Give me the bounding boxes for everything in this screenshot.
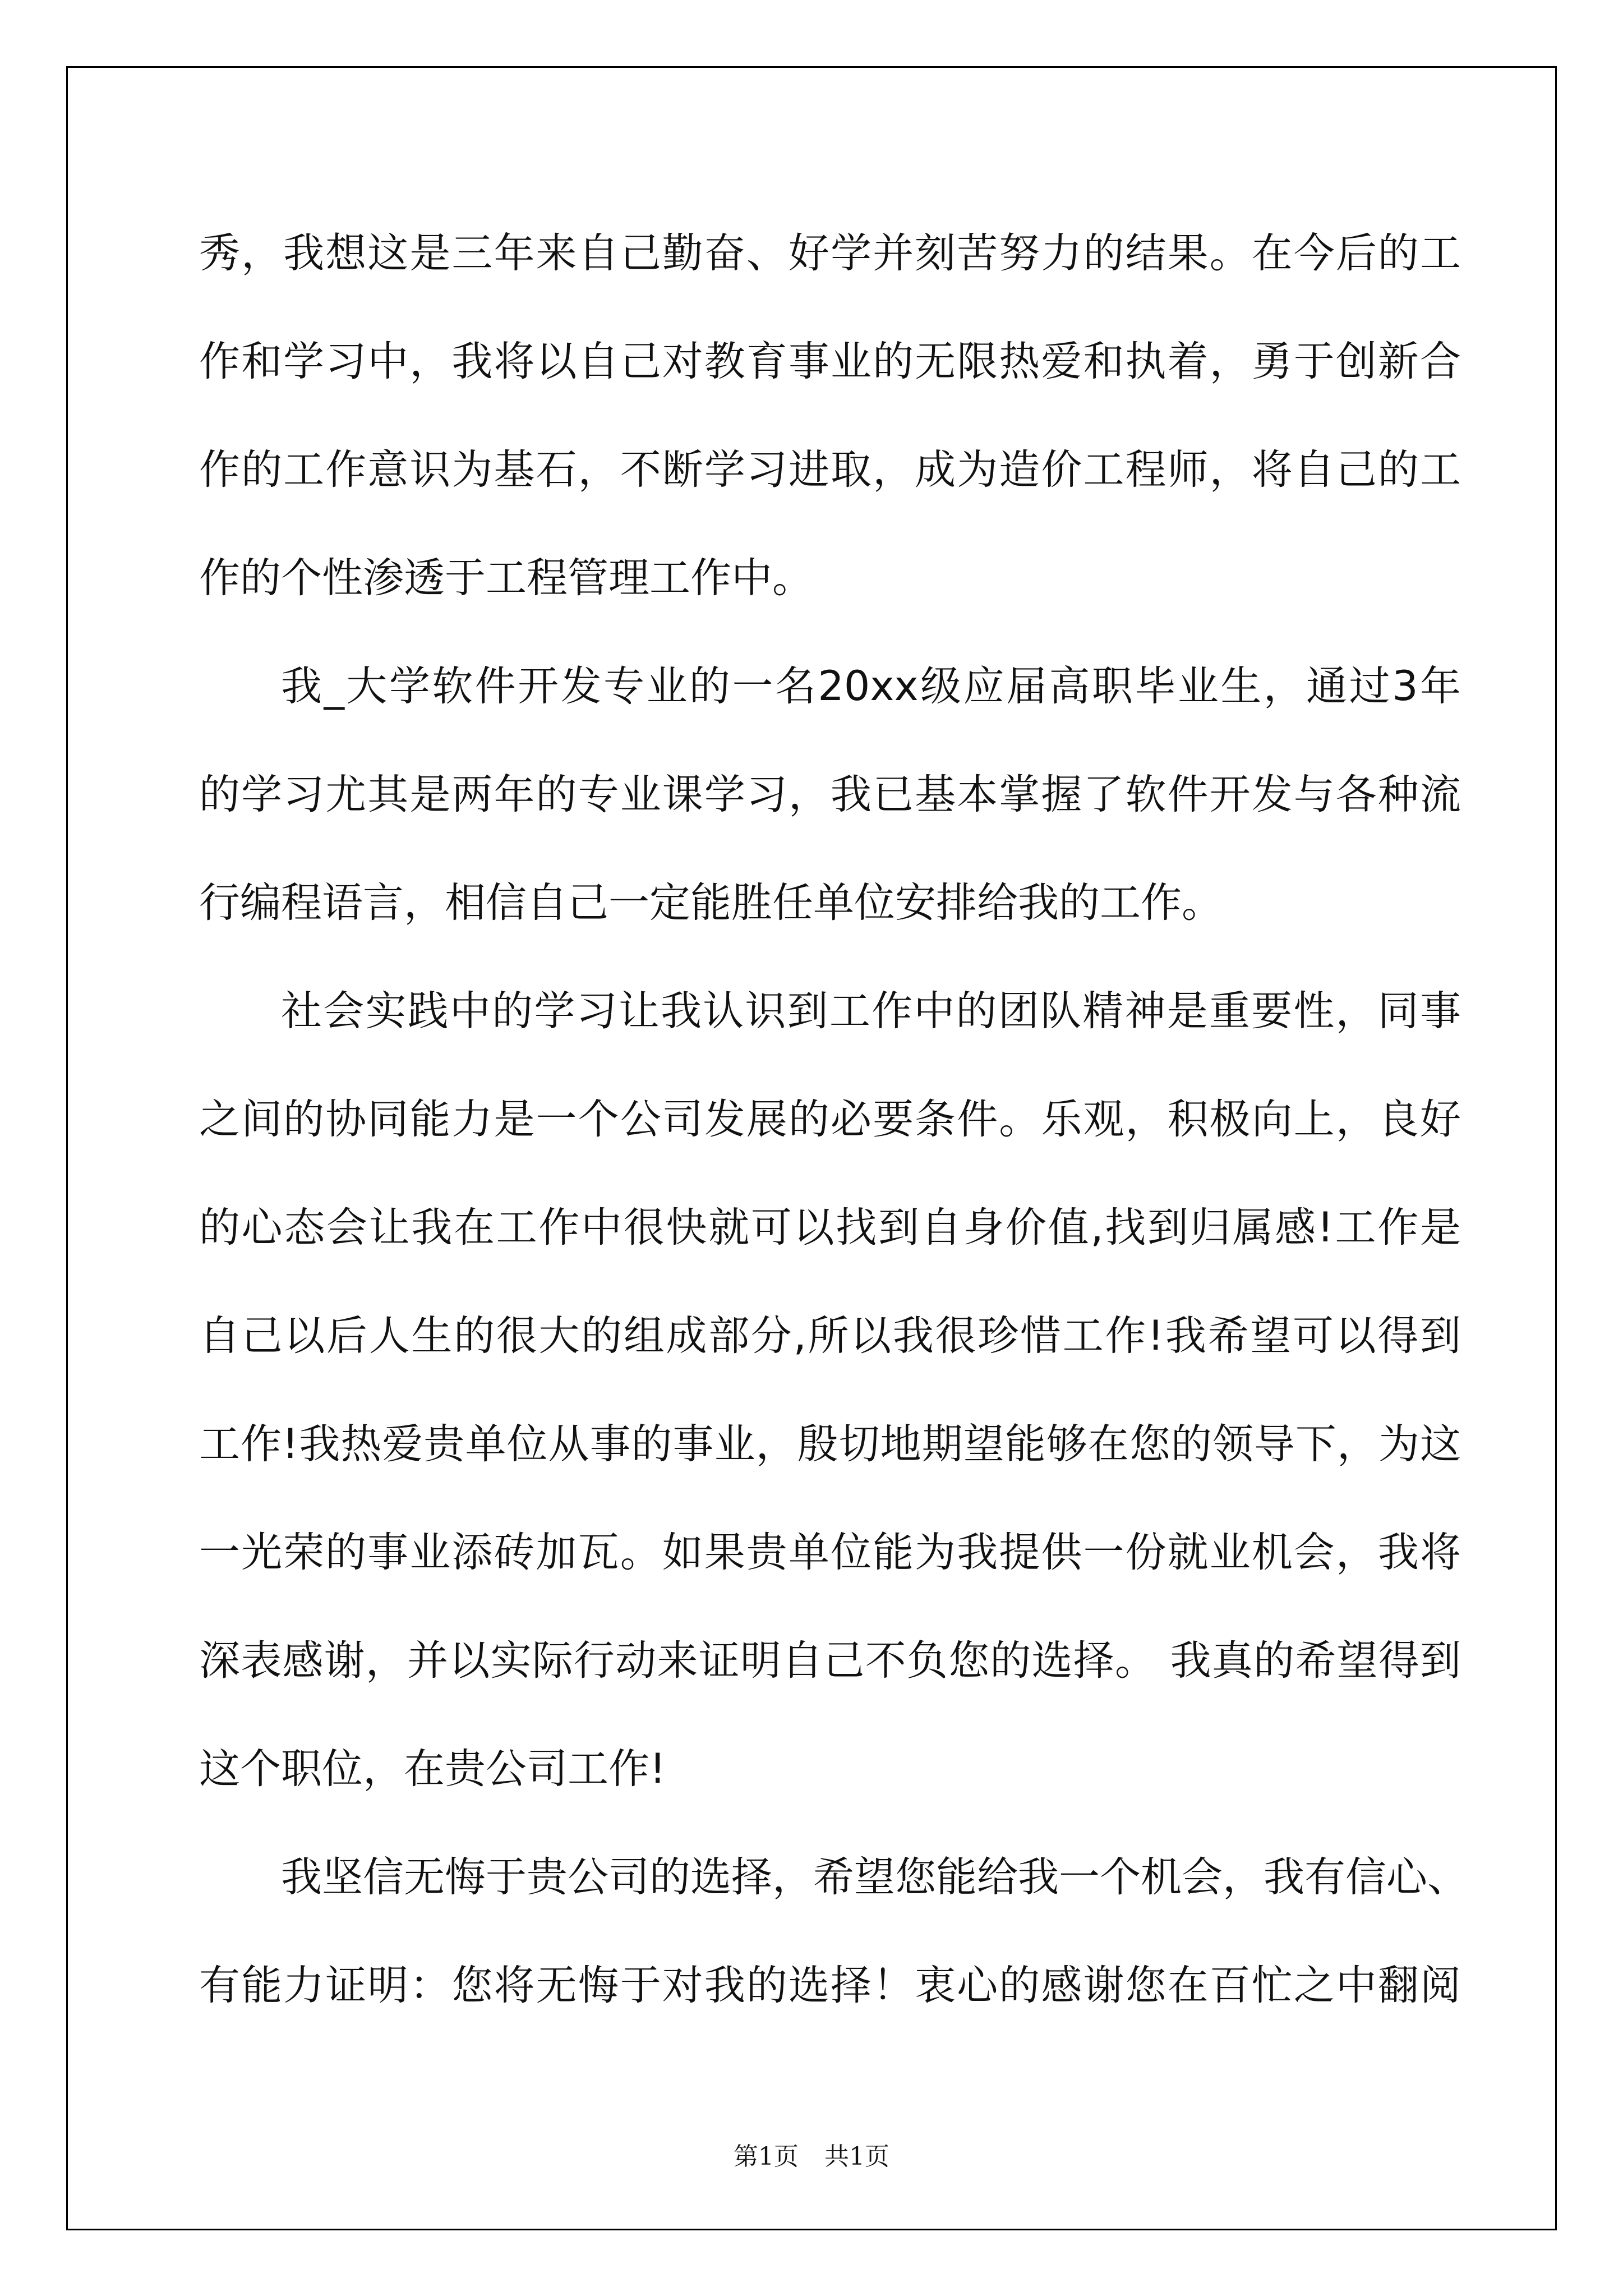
text-line: 之间的协同能力是一个公司发展的必要条件。乐观，积极向上，良好	[199, 1096, 1461, 1143]
text-line: 作的工作意识为基石，不断学习进取，成为造价工程师，将自己的工	[199, 446, 1461, 494]
text-line: 这个职位，在贵公司工作!	[199, 1745, 666, 1793]
text-line: 的学习尤其是两年的专业课学习，我已基本掌握了软件开发与各种流	[199, 771, 1461, 818]
document-body	[199, 199, 1468, 2040]
text-line: 作的个性渗透于工程管理工作中。	[199, 554, 813, 602]
page-number: 第1页	[734, 2142, 799, 2171]
text-line: 作和学习中，我将以自己对教育事业的无限热爱和执着，勇于创新合	[199, 338, 1461, 385]
text-line: 有能力证明：您将无悔于对我的选择！衷心的感谢您在百忙之中翻阅	[199, 1962, 1461, 2009]
page-total: 共1页	[824, 2142, 889, 2171]
text-line: 行编程语言，相信自己一定能胜任单位安排给我的工作。	[199, 879, 1223, 927]
text-line: 我坚信无悔于贵公司的选择，希望您能给我一个机会，我有信心、	[281, 1853, 1468, 1901]
text-line: 深表感谢，并以实际行动来证明自己不负您的选择。 我真的希望得到	[199, 1637, 1461, 1685]
text-line: 的心态会让我在工作中很快就可以找到自身价值,找到归属感!工作是	[199, 1204, 1461, 1251]
text-line: 我_大学软件开发专业的一名20xx级应届高职毕业生，通过3年	[281, 662, 1461, 710]
text-line: 自己以后人生的很大的组成部分,所以我很珍惜工作!我希望可以得到	[199, 1312, 1461, 1360]
text-line: 秀，我想这是三年来自己勤奋、好学并刻苦努力的结果。在今后的工	[199, 229, 1461, 277]
text-line: 社会实践中的学习让我认识到工作中的团队精神是重要性，同事	[281, 987, 1461, 1035]
page-footer	[0, 2140, 1623, 2174]
text-line: 工作!我热爱贵单位从事的事业，殷切地期望能够在您的领导下，为这	[199, 1420, 1461, 1468]
text-line: 一光荣的事业添砖加瓦。如果贵单位能为我提供一份就业机会，我将	[199, 1529, 1461, 1576]
